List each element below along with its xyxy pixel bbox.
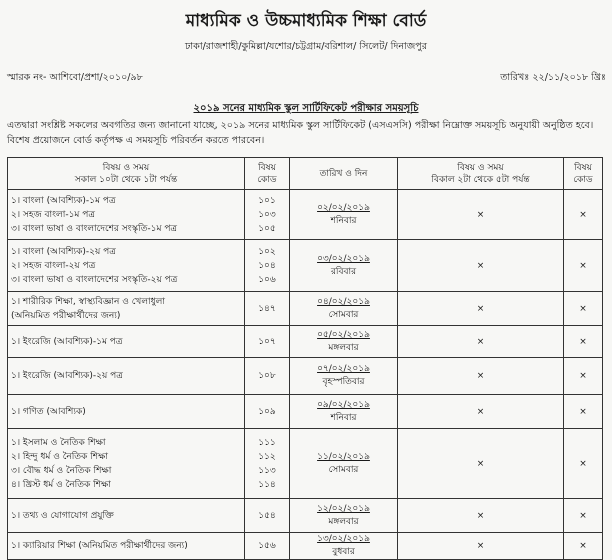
date-day-cell [290,358,398,395]
header-morning-title: বিষয় ও সময় [102,162,150,173]
subject-name: ১। বাংলা (আবশ্যিক)-২য় পত্র [11,246,116,257]
exam-date: ০৯/০২/২০১৯ [317,399,370,410]
afternoon-code-cell: × [564,326,603,358]
exam-day: শনিবার [330,215,357,226]
exam-day: মঙ্গলবার [328,342,359,353]
subject-name: ২। সহজ বাংলা-১ম পত্র [11,209,95,220]
date-day-cell [290,292,398,326]
afternoon-subject-cell: × [398,499,564,533]
table-row [8,395,603,429]
subject-code: ১০১ [258,195,276,206]
morning-subjects-cell [8,326,245,358]
subject-code: ১০৪ [258,260,276,271]
subject-code: ১০৬ [258,274,276,285]
subject-code: ১০৫ [258,223,276,234]
morning-subjects-cell [8,240,245,292]
afternoon-subject-cell: × [398,190,564,240]
subject-code: ১৫৬ [258,541,276,551]
subject-name: ১। ইসলাম ও নৈতিক শিক্ষা [11,437,106,448]
subject-code: ১০২ [258,246,276,257]
afternoon-subject-cell: × [398,395,564,429]
header-subject-code-2 [564,158,603,190]
date-day-cell [290,533,398,560]
date-day-cell [290,395,398,429]
notice-body: এতদ্বারা সংশ্লিষ্ট সকলের অবগতির জন্য জানানো যাচ্ছে, ২০১৯ সনের মাধ্যমিক স্কুল সার্টিফিকেট (এসএসসি) পরীক্ষা নিম্নোক্ত সময়সূচি অনুযায়ী অনুষ্ঠিত হবে। বিশেষ প্রয়োজনে বোর্ড কর্তৃপক্ষ এ সময়সূচি পরিবর্তন করতে পারবেন। [7,120,594,146]
header-morning-time: সকাল ১০টা থেকে ১টা পর্যন্ত [74,174,178,185]
subject-name: ৩। বাংলা ভাষা ও বাংলাদেশের সংস্কৃতি-২য় পত্র [11,274,178,285]
subject-name: (অনিয়মিত পরীক্ষার্থীদের জন্য) [11,310,121,321]
afternoon-code-cell: × [564,358,603,395]
exam-day: সোমবার [328,464,359,475]
memo-number: স্মারক নং- আশিবো/প্রশা/২০১০/৯৮ [7,72,143,83]
header-morning-subject [8,158,245,190]
afternoon-subject-cell: × [398,240,564,292]
subject-code-cell [245,190,290,240]
subject-name: ১। বাংলা (আবশ্যিক)-১ম পত্র [11,195,116,206]
afternoon-code-cell: × [564,190,603,240]
subject-name: ২। হিন্দু ধর্ম ও নৈতিক শিক্ষা [11,451,109,462]
subject-code-cell [245,240,290,292]
exam-date: ০৭/০২/২০১৯ [317,364,370,374]
subject-code: ১৪৭ [258,303,276,314]
header-code2-line1: বিষয় [574,162,592,173]
afternoon-code-cell: × [564,395,603,429]
header-afternoon-subject [398,158,564,190]
subject-name: ১। শারীরিক শিক্ষা, স্বাস্থ্যবিজ্ঞান ও খেলাধুলা [11,296,166,307]
header-code2-line2: কোড [573,174,593,185]
subject-code: ১০৩ [258,209,276,220]
subject-name: ১। ইংরেজি (আবশ্যিক)-১ম পত্র [11,336,123,347]
subject-name: ১। ক্যারিয়ার শিক্ষা (অনিয়মিত পরীক্ষার্থীদের জন্য) [11,541,188,551]
table-row [8,533,603,560]
subject-name: ২। সহজ বাংলা-২য় পত্র [11,260,96,271]
exam-day: বৃহস্পতিবার [322,377,365,387]
header-afternoon-title: বিষয় ও সময় [457,162,504,173]
subject-code: ১০৭ [258,336,276,347]
subject-code: ১৫৪ [258,510,276,521]
notice-heading: ২০১৯ সনের মাধ্যমিক স্কুল সার্টিফিকেট পরীক্ষার সময়সূচি [193,103,419,114]
board-list: ঢাকা/রাজশাহী/কুমিল্লা/যশোর/চট্টগ্রাম/বরিশাল/ সিলেট/ দিনাজপুর [185,41,427,52]
afternoon-subject-cell: × [398,358,564,395]
subject-code-cell [245,533,290,560]
subject-code-cell [245,429,290,499]
table-row [8,240,603,292]
morning-subjects-cell [8,190,245,240]
date-day-cell [290,240,398,292]
subject-name: ১। ইংরেজি (আবশ্যিক)-২য় পত্র [11,371,123,381]
subject-code-cell [245,395,290,429]
afternoon-subject-cell: × [398,326,564,358]
exam-date: ১২/০২/২০১৯ [317,503,370,514]
exam-day: বুধবার [332,547,355,557]
afternoon-subject-cell: × [398,533,564,560]
afternoon-code-cell: × [564,292,603,326]
subject-code: ১০৮ [258,371,276,381]
table-row [8,358,603,395]
exam-date: ১৩/০২/২০১৯ [317,534,370,544]
afternoon-subject-cell: × [398,292,564,326]
header-code-line1: বিষয় [258,162,276,173]
afternoon-code-cell: × [564,429,603,499]
memo-date: তারিখঃ ২২/১১/২০১৮ খ্রিঃ [500,72,606,83]
date-day-cell [290,429,398,499]
subject-name: ৩। বাংলা ভাষা ও বাংলাদেশের সংস্কৃতি-১ম পত্র [11,223,178,234]
table-row [8,326,603,358]
subject-code-cell [245,358,290,395]
exam-day: শনিবার [330,412,357,423]
exam-schedule-table [7,157,603,560]
table-row [8,429,603,499]
morning-subjects-cell [8,533,245,560]
subject-code: ১১৪ [258,479,276,490]
header-date-day: তারিখ ও দিন [290,158,398,190]
exam-day: মঙ্গলবার [328,516,359,527]
subject-name: ১। তথ্য ও যোগাযোগ প্রযুক্তি [11,510,114,521]
exam-day: সোমবার [328,309,359,320]
subject-code-cell [245,499,290,533]
date-day-cell [290,190,398,240]
exam-date: ০২/০২/২০১৯ [317,202,370,213]
afternoon-code-cell: × [564,240,603,292]
date-day-cell [290,326,398,358]
morning-subjects-cell [8,395,245,429]
exam-date: ০৩/০২/২০১৯ [317,253,370,264]
afternoon-subject-cell: × [398,429,564,499]
exam-day: রবিবার [330,266,357,277]
table-row [8,190,603,240]
subject-code: ১০৯ [258,406,276,417]
subject-code-cell [245,326,290,358]
subject-code: ১১১ [258,437,276,448]
subject-code: ১১৩ [258,465,276,476]
subject-code-cell [245,292,290,326]
table-row [8,292,603,326]
afternoon-code-cell: × [564,499,603,533]
exam-date: ০৪/০২/২০১৯ [317,296,370,307]
header-code-line2: কোড [257,174,277,185]
morning-subjects-cell [8,292,245,326]
exam-date: ১১/০২/২০১৯ [317,451,370,462]
header-subject-code [245,158,290,190]
subject-name: ১। গণিত (আবশ্যিক) [11,406,86,417]
morning-subjects-cell [8,429,245,499]
subject-code: ১১২ [258,451,276,462]
table-row [8,499,603,533]
subject-name: ৩। বৌদ্ধ ধর্ম ও নৈতিক শিক্ষা [11,465,112,476]
morning-subjects-cell [8,358,245,395]
board-title: মাধ্যমিক ও উচ্চমাধ্যমিক শিক্ষা বোর্ড [185,11,427,31]
header-afternoon-time: বিকাল ২টা থেকে ৫টা পর্যন্ত [431,174,530,185]
afternoon-code-cell: × [564,533,603,560]
morning-subjects-cell [8,499,245,533]
date-day-cell [290,499,398,533]
table-header-row [8,158,603,190]
subject-name: ৪। খ্রিস্ট ধর্ম ও নৈতিক শিক্ষা [11,479,111,490]
exam-date: ০৫/০২/২০১৯ [317,329,370,340]
